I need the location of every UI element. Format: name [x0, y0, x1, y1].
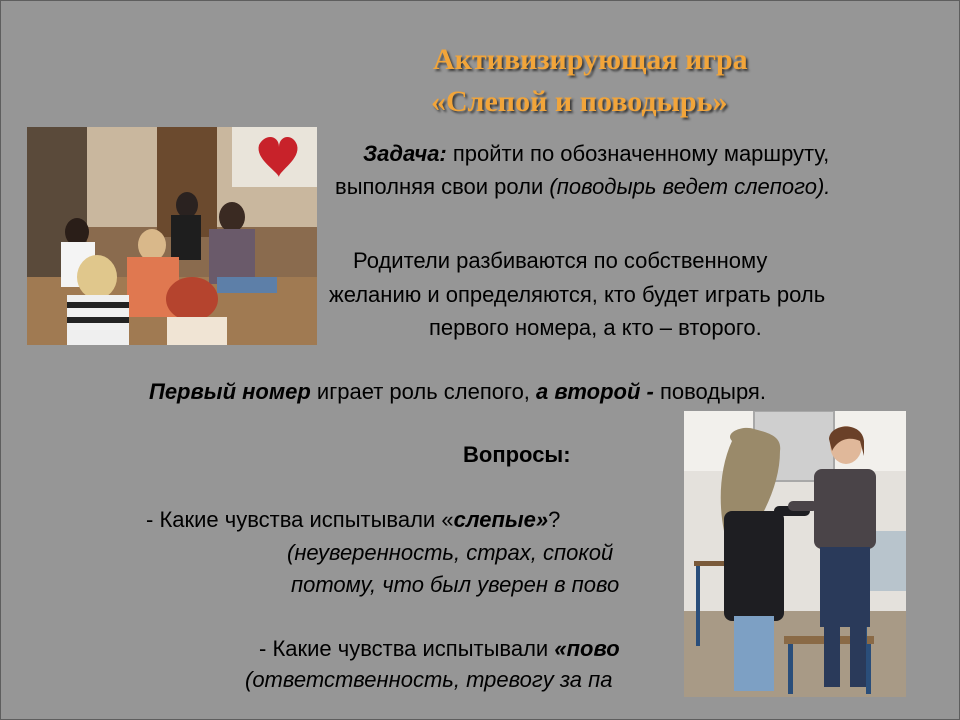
task-text1: пройти по обозначенному маршруту, [446, 141, 830, 166]
task-text2: выполняя свои роли [335, 174, 550, 199]
task-line2 [335, 172, 830, 202]
q2-answer: (ответственность, тревогу за па [245, 667, 613, 692]
second-role-text: поводыря. [653, 379, 766, 404]
parents-line2: желанию и определяются, кто будет играть роль [329, 282, 826, 307]
task-note: (поводырь ведет слепого). [549, 174, 831, 199]
q1-answer-line2: потому, что был уверен в пово [291, 572, 620, 597]
slide-title-line2: «Слепой и поводырь» [431, 85, 728, 118]
slide-title-line1: Активизирующая игра [433, 43, 748, 76]
second-role-label: а второй - [536, 379, 654, 404]
q2-word: «пово [554, 636, 620, 661]
roles-line [149, 377, 766, 407]
blindfold-game-photo [684, 411, 906, 697]
parents-line3: первого номера, а кто – второго. [429, 315, 762, 340]
q1-word: слепые» [453, 507, 549, 532]
first-role-label: Первый номер [149, 379, 311, 404]
first-role-text: играет роль слепого, [310, 379, 537, 404]
q2-prefix: - Какие чувства испытывали [259, 636, 555, 661]
questions-heading: Вопросы: [463, 442, 571, 467]
q1-answer-line1: (неуверенность, страх, спокой [287, 540, 614, 565]
question1 [146, 505, 560, 535]
question2 [259, 634, 620, 664]
parents-line1: Родители разбиваются по собственному [353, 248, 768, 273]
q1-suffix: ? [548, 507, 561, 532]
audience-photo [27, 127, 317, 345]
task-line1 [363, 139, 829, 169]
task-label: Задача: [363, 141, 447, 166]
q1-prefix: - Какие чувства испытывали « [146, 507, 454, 532]
